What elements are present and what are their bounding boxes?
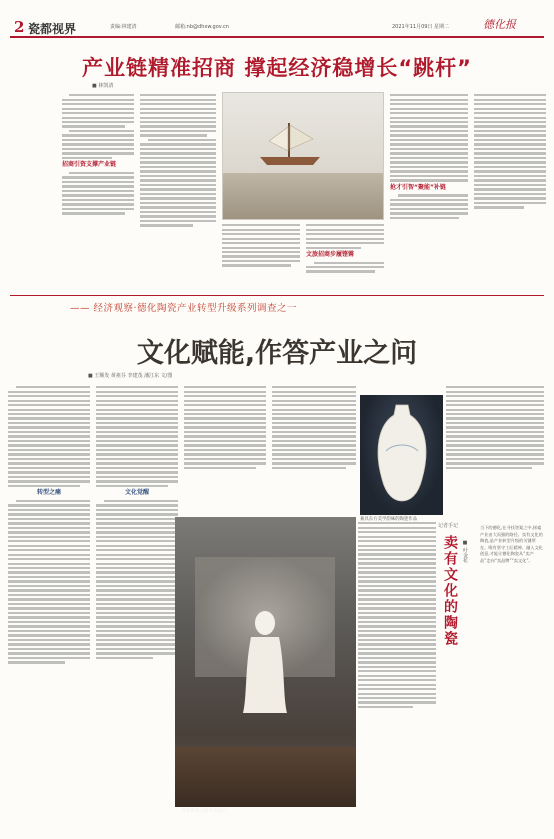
article2-column-6 — [358, 520, 436, 810]
sidebar-column — [480, 525, 544, 565]
display-table — [175, 747, 356, 807]
masthead-logo: 德化报 — [483, 18, 516, 31]
exhibition-photo — [175, 517, 356, 807]
article-separator — [10, 295, 544, 296]
article1-subhead-1: 招商引资支撑产业链 — [62, 161, 117, 169]
port-photo — [222, 92, 384, 220]
page-header — [0, 0, 554, 42]
page-number: 2 — [14, 18, 25, 36]
article1-column-1 — [62, 92, 134, 290]
building-base — [223, 173, 384, 220]
sailing-ship-sculpture — [255, 119, 325, 167]
vase-photo — [360, 395, 443, 515]
article2-column-2 — [96, 384, 178, 824]
sidebar-text: 当下的德化,在寻找答案之中,探索产业由大而强的路径。卖有文化的陶瓷,是产业转型升级的关键所在。唯有坚守工匠精神、融入文化创意,才能让德化陶瓷从“卖产品”走向“卖品牌”“卖文化”。 — [480, 525, 543, 563]
article2-column-1 — [8, 384, 90, 824]
sidebar-byline: ■ 叶金花 — [462, 540, 468, 563]
article2-subhead-1: 转型之痛 — [36, 489, 61, 497]
exhibition-photo-caption: 德化陶瓷文创作品展示 — [182, 809, 226, 814]
porcelain-statue — [235, 607, 295, 717]
sidebar-title: 卖有文化的陶瓷 — [442, 535, 458, 647]
article2-kicker: —— 经济观察·德化陶瓷产业转型升级系列调查之一 — [70, 303, 298, 314]
article1-subhead-3: 抢才引智“聚能”补链 — [390, 183, 446, 191]
email-info: 邮箱:nb@dhxw.gov.cn — [175, 24, 229, 30]
porcelain-vase — [370, 401, 434, 505]
article2-subhead-2: 文化觉醒 — [124, 489, 149, 497]
article1-subhead-2: 文旅招商步履铿锵 — [306, 250, 355, 258]
article1-column-2 — [140, 92, 216, 290]
sidebar-kicker: 记者手记 — [438, 523, 459, 529]
article2-column-4 — [272, 384, 356, 512]
article1-byline: ■ 林凯清 — [92, 83, 114, 89]
editor-info: 责编:林建清 — [110, 24, 137, 30]
article1-column-3 — [222, 222, 300, 290]
vase-photo-caption: 兼具东方美学韵味的陶瓷作品 — [360, 517, 418, 522]
section-name: 瓷都视界 — [28, 22, 77, 36]
article1-column-6 — [474, 92, 546, 290]
article1-column-4 — [306, 222, 384, 290]
article2-byline: ■ 王顺发 黄祖芬 李建茂 潘江东 文/图 — [88, 373, 173, 379]
article1-column-5 — [390, 92, 468, 290]
article2-column-3 — [184, 384, 266, 512]
article2-headline: 文化赋能,作答产业之问 — [136, 338, 418, 369]
header-rule — [10, 36, 544, 38]
date-info: 2021年11月09日 星期二 — [392, 24, 450, 30]
article1-headline: 产业链精准招商 撑起经济稳增长“跳杆” — [82, 56, 472, 80]
article2-column-5 — [446, 384, 544, 512]
